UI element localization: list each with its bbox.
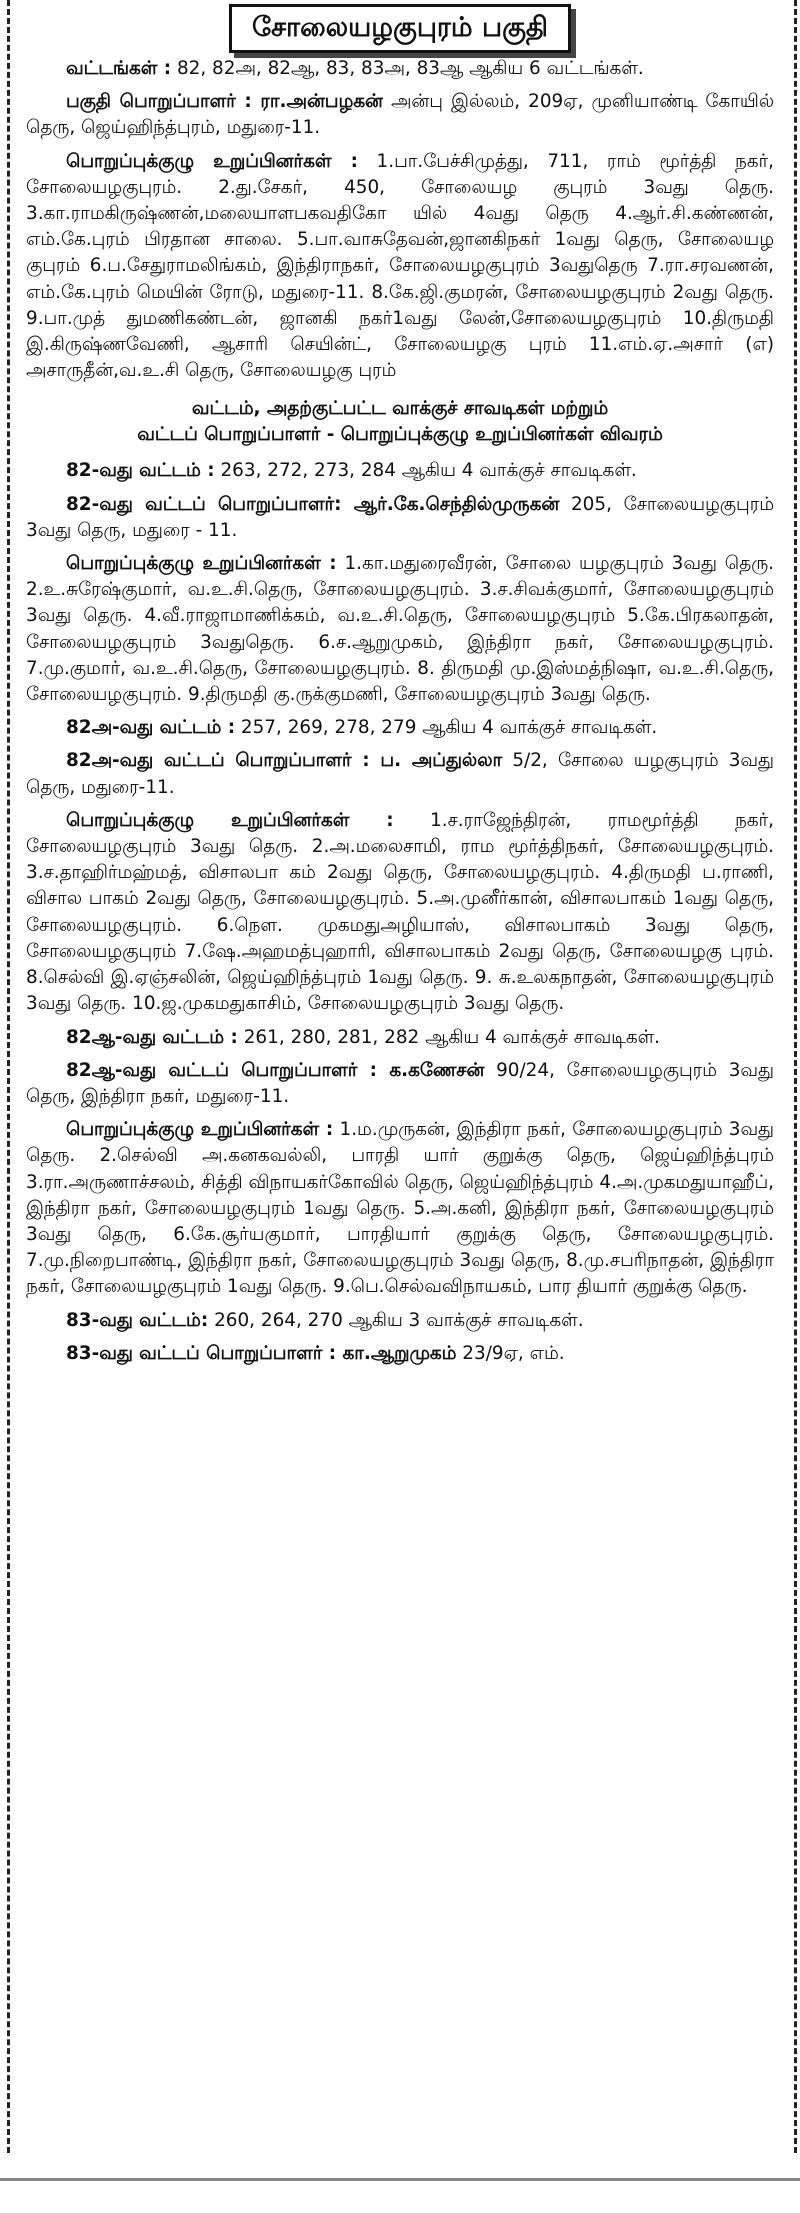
title-area bbox=[26, 0, 774, 56]
wards-paragraph bbox=[26, 56, 774, 82]
wards-text: 82, 82அ, 82ஆ, 83, 83அ, 83ஆ ஆகிய 6 வட்டங்கள். bbox=[176, 58, 644, 79]
ward-82aa-booths bbox=[26, 1025, 774, 1051]
ward-82-booths-text: 263, 272, 273, 284 ஆகிய 4 வாக்குச் சாவடிகள். bbox=[220, 460, 637, 482]
ward-83-incharge-text: 23/9ஏ, எம். bbox=[462, 1342, 565, 1364]
ward-82a-booths-label: 82அ-வது வட்டம் : bbox=[66, 717, 236, 739]
ward-82-members bbox=[26, 551, 774, 708]
ward-82aa-booths-label: 82ஆ-வது வட்டம் : bbox=[66, 1026, 238, 1048]
ward-82aa-members-label: பொறுப்புக்குழு உறுப்பினர்கள் : bbox=[66, 1119, 334, 1141]
area-incharge-label: பகுதி பொறுப்பாளர் : ரா.அன்பழகன் bbox=[66, 91, 383, 113]
news-column bbox=[26, 0, 774, 1374]
section-heading bbox=[26, 396, 774, 448]
right-dashed-border bbox=[794, 0, 797, 2153]
bottom-rule bbox=[0, 2178, 800, 2181]
ward-82-members-text: 1.கா.மதுரைவீரன், சோலை யழகுபுரம் 3வது தெரு. 2.உ.சுரேஷ்குமார், வ.உ.சி.தெரு, சோலையழகுபுரம். 3.ச.சிவக்குமார், சோலையழகுபுரம் 3வது தெரு. 4.வீ.ராஜாமாணிக்கம், வ.உ.சி.தெரு, சோலையழகுபுரம் 5.கே.பிரகலாதன், சோலையழகுபுரம் 3வதுதெரு. 6.ச.ஆறுமுகம், இந்திரா நகர், சோலையழகுபுரம். 7.மு.குமார், வ.உ.சி.தெரு, சோலையழகுபுரம். 8. திருமதி மு.இஸ்மத்நிஷா, வ.உ.சி.தெரு, சோலையழகுபுரம். 9.திருமதி கு.ருக்குமணி, சோலையழகுபுரம் 3வது தெரு. bbox=[26, 553, 774, 706]
ward-82aa-incharge bbox=[26, 1058, 774, 1110]
left-dashed-border bbox=[7, 0, 10, 2153]
ward-83-booths bbox=[26, 1308, 774, 1334]
ward-82a-booths-text: 257, 269, 278, 279 ஆகிய 4 வாக்குச் சாவடிகள். bbox=[240, 717, 658, 739]
ward-83-incharge-label: 83-வது வட்டப் பொறுப்பாளர் : கா.ஆறுமுகம் bbox=[66, 1342, 457, 1364]
area-members-paragraph bbox=[26, 149, 774, 385]
ward-83-incharge bbox=[26, 1341, 774, 1367]
ward-83-booths-label: 83-வது வட்டம்: bbox=[66, 1309, 209, 1331]
ward-82a-incharge-label: 82அ-வது வட்டப் பொறுப்பாளர் : ப. அப்துல்லா bbox=[66, 750, 503, 772]
article-body bbox=[26, 56, 774, 1367]
ward-82aa-members-text: 1.ம.முருகன், இந்திரா நகர், சோலையழகுபுரம் 3வது தெரு. 2.செல்வி அ.கனகவல்லி, பாரதி யார் குறுக்கு தெரு, ஜெய்ஹிந்த்புரம் 3.ரா.அருணாச்சலம், சித்தி விநாயகர்கோவில் தெரு, ஜெய்ஹிந்த்புரம் 4.அ.முகமதுயாஹீப், இந்திரா நகர், சோலையழகுபுரம் 1வது தெரு. 5.அ.கனி, இந்திரா நகர், சோலையழகுபுரம் 3வது தெரு, 6.கே.சூர்யகுமார், பாரதியார் குறுக்கு தெரு, சோலையழகுபுரம். 7.மு.நிறைபாண்டி, இந்திரா நகர், சோலையழகுபுரம் 3வது தெரு, 8.மு.சபரிநாதன், இந்திரா நகர், சோலையழகுபுரம் 1வது தெரு. 9.பெ.செல்வவிநாயகம், பார தியார் குறுக்கு தெரு. bbox=[26, 1119, 774, 1298]
section-heading-line1: வட்டம், அதற்குட்பட்ட வாக்குச் சாவடிகள் மற்றும் bbox=[191, 398, 609, 420]
ward-82aa-members bbox=[26, 1117, 774, 1300]
area-incharge-text: அன்பு இல்லம், 209ஏ, முனியாண்டி கோயில் தெரு, ஜெய்ஹிந்த்புரம், மதுரை-11. bbox=[26, 91, 774, 139]
ward-82aa-incharge-text: 90/24, சோலையழகுபுரம் 3வது தெரு, இந்திரா நகர், மதுரை-11. bbox=[26, 1059, 774, 1107]
area-incharge-paragraph bbox=[26, 89, 774, 141]
area-members-text: 1.பா.பேச்சிமுத்து, 711, ராம் மூர்த்தி நகர், சோலையழகுபுரம். 2.து.சேகர், 450, சோலையழ குபுரம் 3வது தெரு. 3.கா.ராமகிருஷ்ணன்,மலையாளபகவதிகோ யில் 4வது தெரு 4.ஆர்.சி.கண்ணன், எம்.கே.புரம் பிரதான சாலை. 5.பா.வாசுதேவன்,ஜானகிநகர் 1வது தெரு, சோலையழ குபுரம் 6.ப.சேதுராமலிங்கம், இந்திராநகர், சோலையழகுபுரம் 3வதுதெரு 7.ரா.சரவணன், எம்.கே.புரம் மெயின் ரோடு, மதுரை-11. 8.கே.ஜி.குமரன், சோலையழகுபுரம் 2வது தெரு. 9.பா.முத் துமணிகண்டன், ஜானகி நகர்1வது லேன்,சோலையழகுபுரம் 10.திருமதி இ.கிருஷ்ணவேணி, ஆசாரி செயின்ட், சோலையழகு புரம் 11.எம்.ஏ.அசார் (எ) அசாருதீன்,வ.உ.சி தெரு, சோலையழகு புரம் bbox=[26, 150, 774, 382]
ward-82a-members bbox=[26, 808, 774, 1018]
ward-83-booths-text: 260, 264, 270 ஆகிய 3 வாக்குச் சாவடிகள். bbox=[214, 1309, 584, 1331]
ward-82a-incharge bbox=[26, 748, 774, 800]
ward-82-members-label: பொறுப்புக்குழு உறுப்பினர்கள் : bbox=[66, 553, 337, 575]
ward-82aa-booths-text: 261, 280, 281, 282 ஆகிய 4 வாக்குச் சாவடிகள். bbox=[243, 1026, 661, 1048]
ward-82-incharge-text: 205, சோலையழகுபுரம் 3வது தெரு, மதுரை - 11. bbox=[26, 493, 774, 541]
ward-82a-booths bbox=[26, 715, 774, 741]
ward-82-incharge bbox=[26, 492, 774, 544]
ward-82a-members-text: 1.ச.ராஜேந்திரன், ராமமூர்த்தி நகர், சோலையழகுபுரம் 3வது தெரு. 2.அ.மலைசாமி, ராம மூர்த்திநகர், சோலையழகுபுரம். 3.ச.தாஹிர்மஹ்மத், விசாலபா கம் 2வது தெரு, சோலையழகுபுரம். 4.திருமதி ப.ராணி, விசால பாகம் 2வது தெரு, சோலையழகுபுரம். 5.அ.முனீர்கான், விசாலபாகம் 1வது தெரு, சோலையழகுபுரம். 6.நெள. முகமதுஅழியாஸ், விசாலபாகம் 3வது தெரு, சோலையழகுபுரம் 7.ஷே.அஹமத்புஹாரி, விசாலபாகம் 2வது தெரு, சோலையழகு புரம். 8.செல்வி இ.ஏஞ்சலின், ஜெய்ஹிந்த்புரம் 1வது தெரு. 9. சு.உலகநாதன், சோலையழகுபுரம் 3வது தெரு. 10.ஜ.முகமதுகாசிம், சோலையழகுபுரம் 3வது தெரு. bbox=[26, 809, 774, 1015]
wards-label: வட்டங்கள் : bbox=[66, 58, 172, 79]
ward-82aa-incharge-label: 82ஆ-வது வட்டப் பொறுப்பாளர் : க.கணேசன் bbox=[66, 1059, 485, 1081]
ward-82-incharge-label: 82-வது வட்டப் பொறுப்பாளர்: ஆர்.கே.செந்தில்முருகன் bbox=[66, 493, 560, 515]
page-title: சோலையழகுபுரம் பகுதி bbox=[229, 4, 571, 53]
ward-82-booths-label: 82-வது வட்டம் : bbox=[66, 460, 215, 482]
ward-82-booths bbox=[26, 458, 774, 484]
area-members-label: பொறுப்புக்குழு உறுப்பினர்கள் : bbox=[66, 150, 358, 172]
ward-82a-incharge-text: 5/2, சோலை யழகுபுரம் 3வது தெரு, மதுரை-11. bbox=[26, 750, 774, 798]
section-heading-line2: வட்டப் பொறுப்பாளர் - பொறுப்புக்குழு உறுப்பினர்கள் விவரம் bbox=[137, 424, 663, 446]
ward-82a-members-label: பொறுப்புக்குழு உறுப்பினர்கள் : bbox=[66, 809, 394, 831]
